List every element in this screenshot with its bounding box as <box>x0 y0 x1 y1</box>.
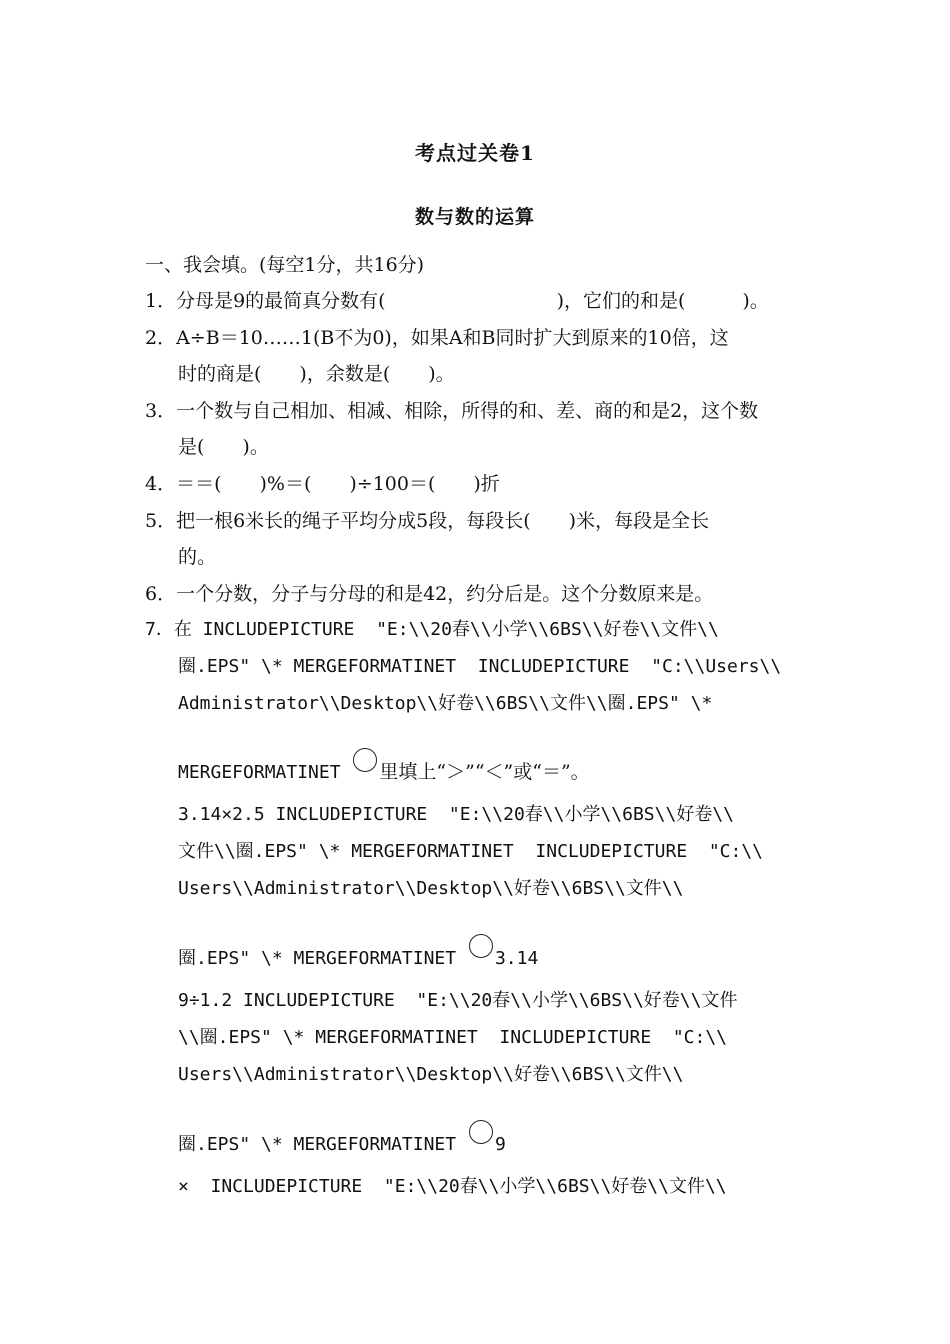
question-6: 6．一个分数，分子与分母的和是42，约分后是。这个分数原来是。 <box>145 583 714 605</box>
item-a-line-2: 文件\\圈.EPS" \* MERGEFORMATINET INCLUDEPICTURE "C:\\ <box>178 841 764 862</box>
circle-icon <box>353 748 377 772</box>
question-7-line-2: 圈.EPS" \* MERGEFORMATINET INCLUDEPICTURE "C:\\Users\\ <box>178 656 782 677</box>
item-b-line-3: Users\\Administrator\\Desktop\\好卷\\6BS\\文件\\ <box>178 1064 684 1085</box>
item-b-line-1: 9÷1.2 INCLUDEPICTURE "E:\\20春\\小学\\6BS\\好卷\\文件 <box>178 990 738 1011</box>
item-b-text: 圈.EPS" \* MERGEFORMATINET <box>178 1134 467 1155</box>
circle-icon <box>469 934 493 958</box>
question-5-line-2: 的。 <box>178 546 217 568</box>
question-7-line-4 <box>178 748 590 786</box>
item-b-line-2: \\圈.EPS" \* MERGEFORMATINET INCLUDEPICTURE "C:\\ <box>178 1027 728 1048</box>
circle-icon <box>469 1120 493 1144</box>
item-b-value: 9 <box>494 1134 506 1155</box>
question-1: 1．分母是9的最简真分数有( )，它们的和是( )。 <box>145 290 769 312</box>
question-7-line-1: 7．在 INCLUDEPICTURE "E:\\20春\\小学\\6BS\\好卷\\文件\\ <box>145 619 719 640</box>
question-2-line-1: 2．A÷B＝10……1(B不为0)，如果A和B同时扩大到原来的10倍，这 <box>145 327 729 349</box>
item-b-line-4 <box>178 1120 506 1158</box>
item-a-line-1: 3.14×2.5 INCLUDEPICTURE "E:\\20春\\小学\\6BS\\好卷\\ <box>178 804 734 825</box>
question-5-line-1: 5．把一根6米长的绳子平均分成5段，每段长( )米，每段是全长 <box>145 510 710 532</box>
item-a-line-3: Users\\Administrator\\Desktop\\好卷\\6BS\\文件\\ <box>178 878 684 899</box>
item-a-text: 圈.EPS" \* MERGEFORMATINET <box>178 948 467 969</box>
page-title: 考点过关卷1 <box>415 141 535 165</box>
question-3-line-1: 3．一个数与自己相加、相减、相除，所得的和、差、商的和是2，这个数 <box>145 400 759 422</box>
section-heading: 一、我会填。(每空1分，共16分) <box>145 254 425 276</box>
q7-text-b: 里填上“＞”“＜”或“＝”。 <box>379 761 590 783</box>
question-4: 4．＝＝( )%＝( )÷100＝( )折 <box>145 473 500 495</box>
question-7-line-3: Administrator\\Desktop\\好卷\\6BS\\文件\\圈.EPS" \* <box>178 693 713 714</box>
item-a-value: 3.14 <box>494 948 539 969</box>
page-subtitle: 数与数的运算 <box>414 206 535 228</box>
item-a-line-4 <box>178 934 538 972</box>
question-3-line-2: 是( )。 <box>178 436 269 458</box>
item-c-line-1: × INCLUDEPICTURE "E:\\20春\\小学\\6BS\\好卷\\文件\\ <box>178 1176 727 1197</box>
question-2-line-2: 时的商是( )，余数是( )。 <box>178 363 455 385</box>
q7-text-a: MERGEFORMATINET <box>178 762 352 783</box>
